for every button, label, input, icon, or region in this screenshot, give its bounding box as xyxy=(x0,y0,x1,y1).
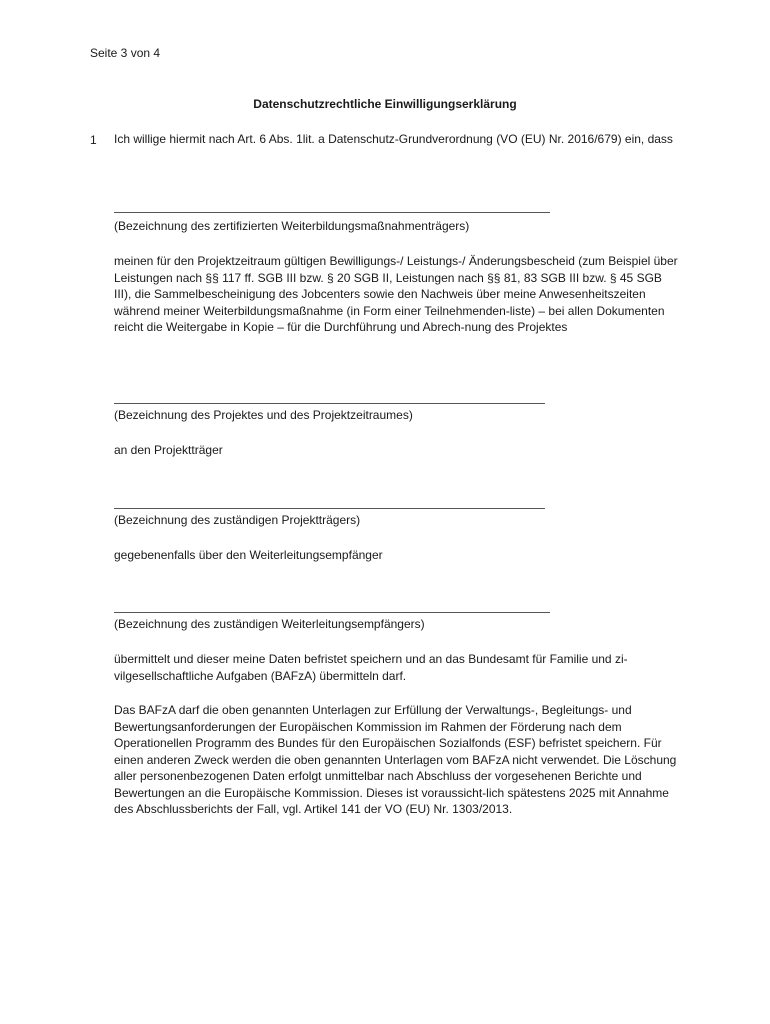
traeger-line xyxy=(114,212,550,213)
bescheid-paragraph: meinen für den Projektzeitraum gültigen Bewilligungs-/ Leistungs-/ Änderungsbescheid (zum Beispiel über Leistungen nach §§ 117 ff. SGB III bzw. § 20 SGB II, Leistungen nach §§ 81, 83 SGB III bzw. § 45 SGB III), die Sammelbescheinigung des Jobcenters sowie den Nachweis über meine Anwesenheitszeiten während meiner Weiterbildungsmaßnahme (in Form einer Teilnehmenden-liste) – bei allen Dokumenten reicht die Weitergabe in Kopie – für die Durchführung und Abrech-nung des Projektes xyxy=(114,254,678,334)
projekttraeger-caption: (Bezeichnung des zuständigen Projektträgers) xyxy=(114,513,361,527)
weiterleitung-text: gegebenenfalls über den Weiterleitungsempfänger xyxy=(114,548,383,562)
weiterleitung-line xyxy=(114,612,550,613)
uebermittelt-paragraph: übermittelt und dieser meine Daten befristet speichern und an das Bundesamt für Familie und zi-vilgesellschaftliche Aufgaben (BAFzA) übermitteln darf. xyxy=(114,652,628,683)
page-number-label: Seite 3 von 4 xyxy=(90,46,161,60)
projekttraeger-line xyxy=(114,508,545,509)
item-number: 1 xyxy=(90,133,97,147)
projekt-caption: (Bezeichnung des Projektes und des Projektzeitraumes) xyxy=(114,408,413,422)
consent-intro: Ich willige hiermit nach Art. 6 Abs. 1lit. a Datenschutz-Grundverordnung (VO (EU) Nr. 2016/679) ein, dass xyxy=(114,132,673,146)
an-projekttraeger-text: an den Projektträger xyxy=(114,443,223,457)
traeger-caption: (Bezeichnung des zertifizierten Weiterbildungsmaßnahmenträgers) xyxy=(114,219,470,233)
projekt-line xyxy=(114,403,545,404)
bafza-paragraph: Das BAFzA darf die oben genannten Unterlagen zur Erfüllung der Verwaltungs-, Begleitungs- und Bewertungsanforderungen der Europäischen Kommission im Rahmen der Förderung nach dem Operationellen Programm des Bundes für den Europäischen Sozialfonds (ESF) befristet speichern. Für einen anderen Zweck werden die oben genannten Unterlagen vom BAFzA nicht verwendet. Die Löschung aller personenbezogenen Daten erfolgt unmittelbar nach Abschluss der vorgesehenen Berichte und Bewertungen an die Europäische Kommission. Dieses ist voraussicht-lich spätestens 2025 mit Annahme des Abschlussberichts der Fall, vgl. Artikel 141 der VO (EU) Nr. 1303/2013. xyxy=(114,703,677,816)
document-title: Datenschutzrechtliche Einwilligungserklärung xyxy=(253,97,517,111)
weiterleitung-caption: (Bezeichnung des zuständigen Weiterleitungsempfängers) xyxy=(114,617,425,631)
